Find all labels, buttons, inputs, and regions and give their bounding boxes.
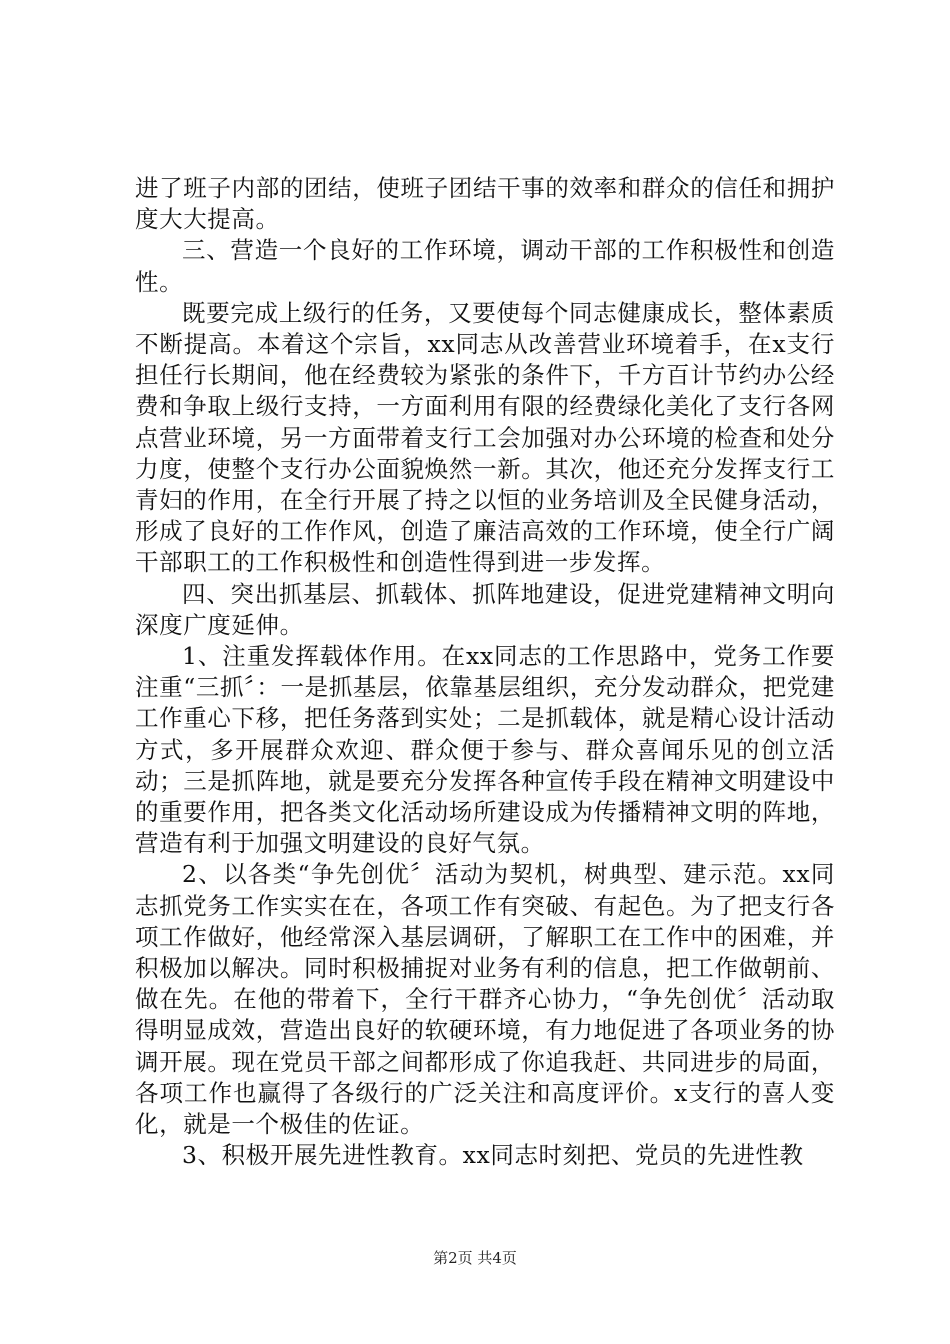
paragraph-4: 四、突出抓基层、抓载体、抓阵地建设，促进党建精神文明向深度广度延伸。 <box>135 579 835 639</box>
document-body <box>135 173 835 1172</box>
paragraph-1: 进了班子内部的团结，使班子团结干事的效率和群众的信任和拥护度大大提高。 <box>135 174 835 234</box>
paragraph-6: 2、以各类“争先创优〞活动为契机，树典型、建示范。xx同志抓党务工作实实在在，各项工作有突破、有起色。为了把支行各项工作做好，他经常深入基层调研，了解职工在工作中的困难，并积极加以解决。同时积极捕捉对业务有利的信息，把工作做朝前、做在先。在他的带着下，全行干群齐心协力，“争先创优〞活动取得明显成效，营造出良好的软硬环境，有力地促进了各项业务的协调开展。现在党员干部之间都形成了你追我赶、共同进步的局面，各项工作也赢得了各级行的广泛关注和高度评价。x支行的喜人变化，就是一个极佳的佐证。 <box>135 860 835 1139</box>
page-footer <box>0 1248 950 1268</box>
paragraph-2: 三、营造一个良好的工作环境，调动干部的工作积极性和创造性。 <box>135 236 835 296</box>
paragraph-7: 3、积极开展先进性教育。xx同志时刻把、党员的先进性教 <box>182 1141 804 1170</box>
page-number-label: 第2页 共4页 <box>433 1249 517 1267</box>
paragraph-3: 既要完成上级行的任务，又要使每个同志健康成长，整体素质不断提高。本着这个宗旨，xx同志从改善营业环境着手，在x支行担任行长期间，他在经费较为紧张的条件下，千方百计节约办公经费和争取上级行支持，一方面利用有限的经费绿化美化了支行各网点营业环境，另一方面带着支行工会加强对办公环境的检查和处分力度，使整个支行办公面貌焕然一新。其次，他还充分发挥支行工青妇的作用，在全行开展了持之以恒的业务培训及全民健身活动，形成了良好的工作作风，创造了廉洁高效的工作环境，使全行广阔干部职工的工作积极性和创造性得到进一步发挥。 <box>135 298 835 577</box>
paragraph-5: 1、注重发挥载体作用。在xx同志的工作思路中，党务工作要注重“三抓〞：一是抓基层，依靠基层组织，充分发动群众，把党建工作重心下移，把任务落到实处；二是抓载体，就是精心设计活动方式，多开展群众欢迎、群众便于参与、群众喜闻乐见的创立活动；三是抓阵地，就是要充分发挥各种宣传手段在精神文明建设中的重要作用，把各类文化活动场所建设成为传播精神文明的阵地，营造有利于加强文明建设的良好气氛。 <box>135 642 835 858</box>
